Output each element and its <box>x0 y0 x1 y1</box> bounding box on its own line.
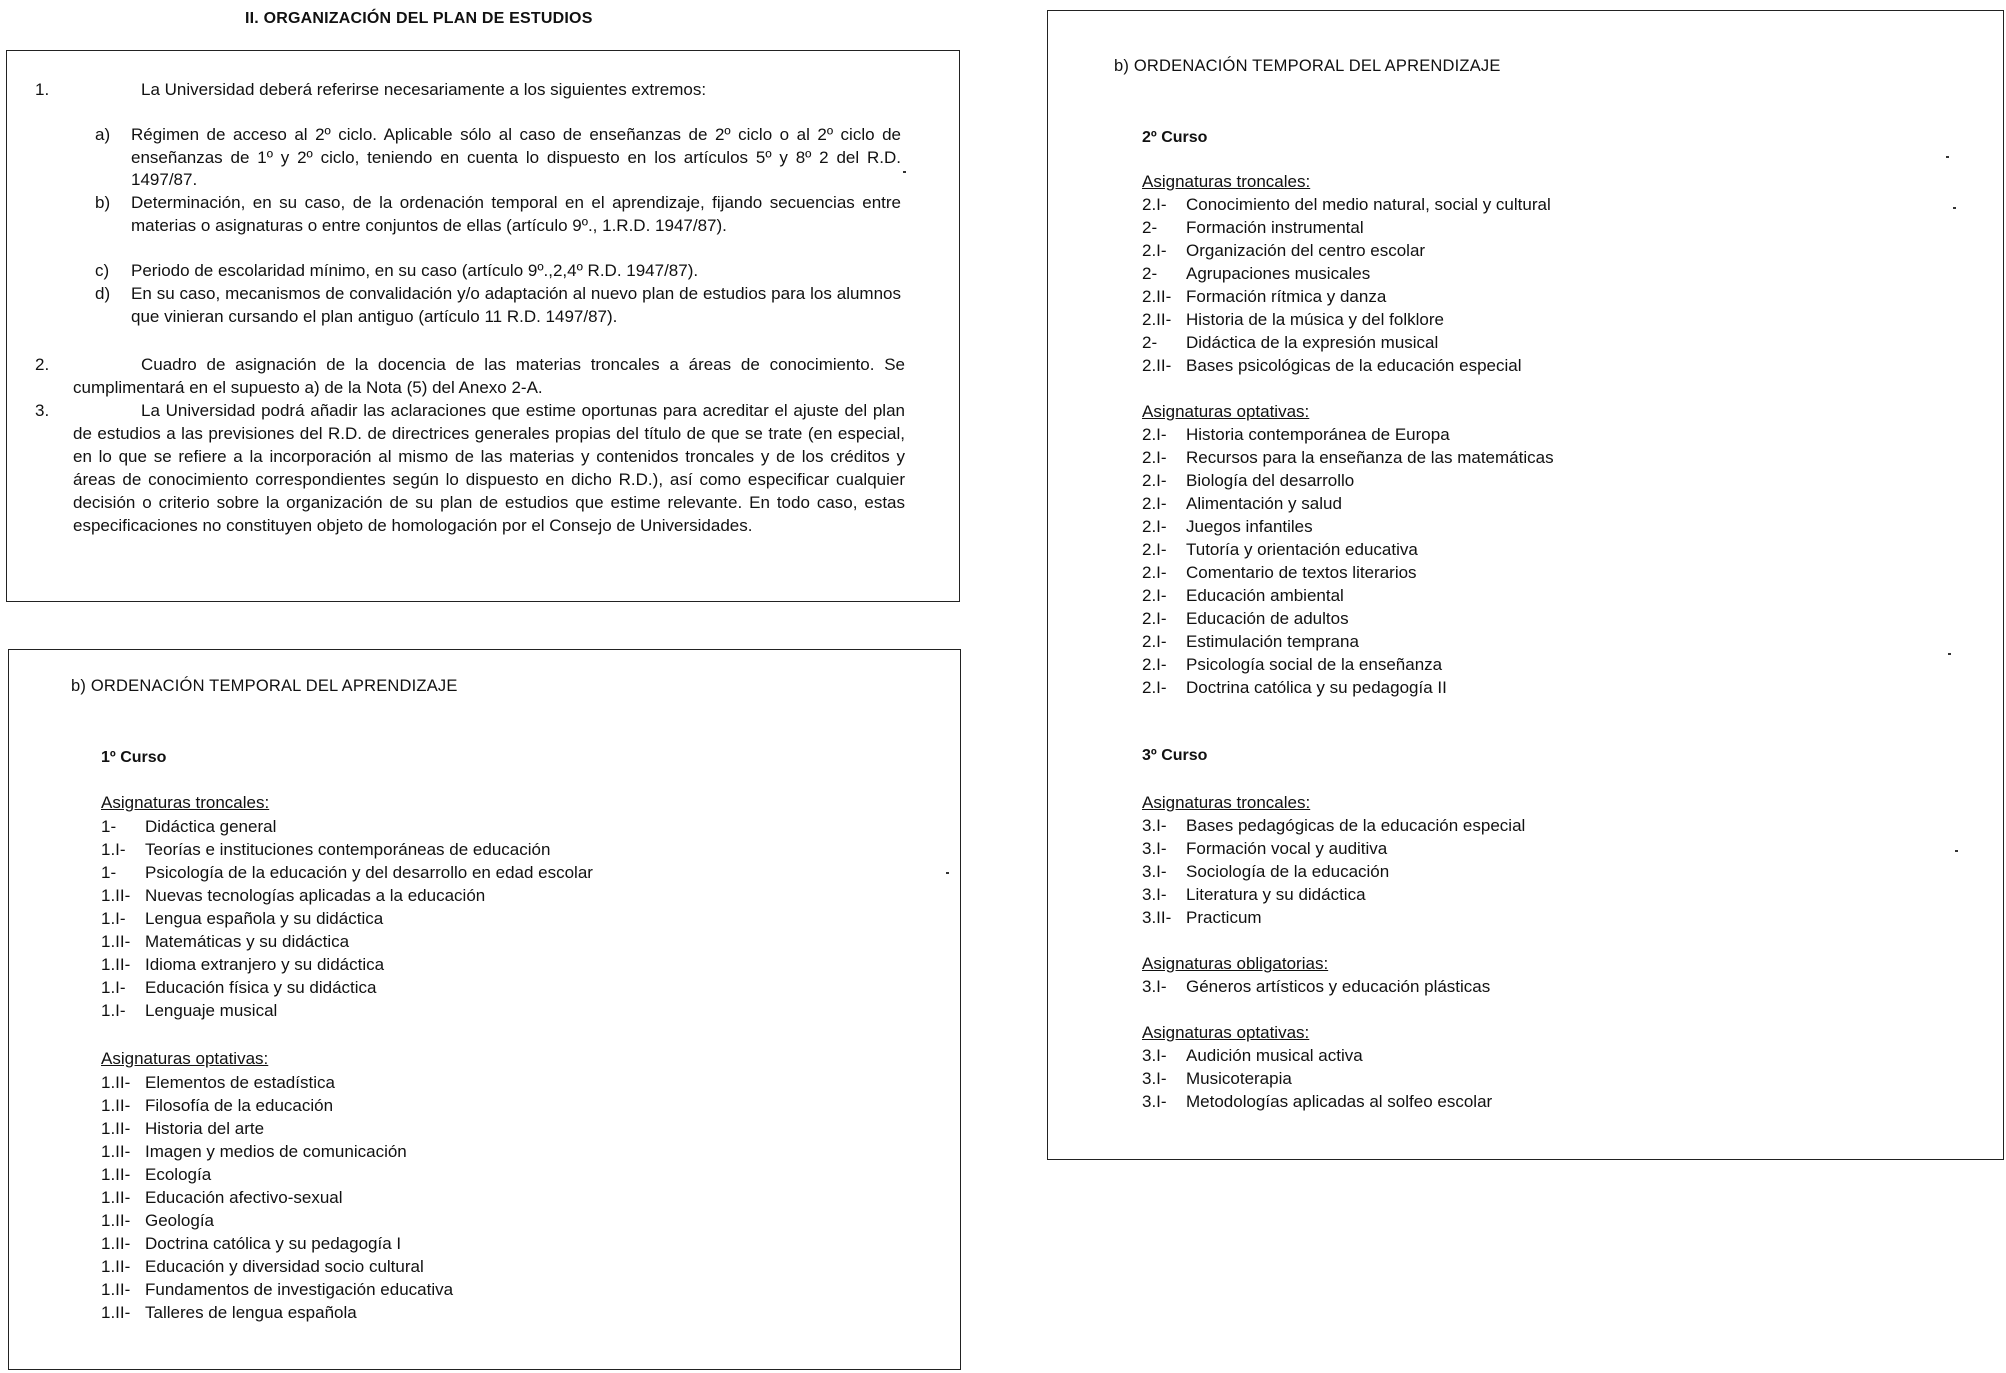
subject-name: Metodologías aplicadas al solfeo escolar <box>1186 1092 1493 1111</box>
subject-item <box>1142 492 1554 515</box>
subject-name: Educación ambiental <box>1186 586 1344 605</box>
subject-item <box>101 1186 453 1209</box>
subject-item <box>1142 285 1551 308</box>
subject-name: Historia de la música y del folklore <box>1186 310 1444 329</box>
subject-code: 2.II- <box>1142 356 1172 375</box>
sub-item-c <box>95 260 901 283</box>
subject-name: Organización del centro escolar <box>1186 241 1426 260</box>
sub-item-text: Determinación, en su caso, de la ordenación temporal en el aprendizaje, fijando secuencias entre materias o asignaturas o entre conjuntos de ellas (artículo 9º., 1.R.D. 1947/87). <box>131 193 901 235</box>
subject-name: Fundamentos de investigación educativa <box>145 1280 454 1299</box>
subject-item <box>1142 446 1554 469</box>
sub-item-text: Régimen de acceso al 2º ciclo. Aplicable sólo al caso de enseñanzas de 2º ciclo o al 2º ciclo de enseñanzas de 1º y 2º ciclo, teniendo en cuenta lo dispuesto en los artículos 5º y 8º 2 del R.D. 1497/87. <box>131 125 901 189</box>
subject-code: 1.I- <box>101 1001 126 1020</box>
item-number: 1. <box>35 80 50 99</box>
scan-speck <box>946 872 949 874</box>
subject-name: Conocimiento del medio natural, social y cultural <box>1186 195 1551 214</box>
subject-name: Comentario de textos literarios <box>1186 563 1417 582</box>
subject-name: Géneros artísticos y educación plásticas <box>1186 977 1491 996</box>
sub-item-a <box>95 124 901 192</box>
scan-speck <box>1946 156 1949 158</box>
subject-name: Formación instrumental <box>1186 218 1364 237</box>
subject-name: Alimentación y salud <box>1186 494 1342 513</box>
section-heading: b) ORDENACIÓN TEMPORAL DEL APRENDIZAJE <box>71 677 458 695</box>
subject-code: 1.II- <box>101 1188 131 1207</box>
subject-item <box>101 1255 453 1278</box>
subject-item <box>101 953 593 976</box>
subject-item <box>1142 1067 1492 1090</box>
sub-item-letter: d) <box>95 284 111 303</box>
sub-item-letter: a) <box>95 125 111 144</box>
subject-item <box>1142 676 1554 699</box>
subject-name: Geología <box>145 1211 214 1230</box>
subject-code: 2.I- <box>1142 241 1167 260</box>
subject-item <box>101 1094 453 1117</box>
sub-item-letter: c) <box>95 261 110 280</box>
subject-item <box>1142 630 1554 653</box>
subject-list-troncales <box>1142 814 1525 929</box>
subject-item <box>1142 1090 1492 1113</box>
subject-code: 2.II- <box>1142 310 1172 329</box>
subject-code: 1.II- <box>101 1303 131 1322</box>
subject-code: 1.II- <box>101 1234 131 1253</box>
subject-code: 3.I- <box>1142 1092 1167 1111</box>
subject-item <box>101 930 593 953</box>
group-label-optativas: Asignaturas optativas: <box>101 1049 269 1068</box>
subject-code: 1.II- <box>101 1280 131 1299</box>
subject-item <box>101 1140 453 1163</box>
curso-heading: 1º Curso <box>101 749 167 766</box>
subject-item <box>1142 216 1551 239</box>
subject-code: 2.I- <box>1142 471 1167 490</box>
subject-code: 2.I- <box>1142 517 1167 536</box>
subject-name: Teorías e instituciones contemporáneas de educación <box>145 840 551 859</box>
subject-item <box>101 1278 453 1301</box>
scan-speck <box>903 171 906 173</box>
sub-item-letter: b) <box>95 193 111 212</box>
subject-list-troncales <box>1142 193 1551 377</box>
scan-speck <box>1953 207 1956 209</box>
subject-name: Tutoría y orientación educativa <box>1186 540 1418 559</box>
subject-item <box>1142 607 1554 630</box>
subject-name: Doctrina católica y su pedagogía I <box>145 1234 402 1253</box>
subject-item <box>1142 1044 1492 1067</box>
subject-name: Agrupaciones musicales <box>1186 264 1371 283</box>
subject-code: 3.I- <box>1142 862 1167 881</box>
instruction-item-1 <box>35 78 905 101</box>
subject-item <box>1142 538 1554 561</box>
group-label-troncales: Asignaturas troncales: <box>1142 793 1311 812</box>
subject-code: 3.I- <box>1142 1046 1167 1065</box>
subject-code: 1- <box>101 863 117 882</box>
subject-item <box>1142 975 1490 998</box>
scan-speck <box>1948 653 1951 655</box>
subject-code: 3.I- <box>1142 816 1167 835</box>
subject-code: 2- <box>1142 264 1158 283</box>
group-label-troncales: Asignaturas troncales: <box>101 793 270 812</box>
subject-item <box>101 815 593 838</box>
subject-item <box>1142 515 1554 538</box>
subject-name: Historia contemporánea de Europa <box>1186 425 1450 444</box>
subject-item <box>1142 308 1551 331</box>
subject-name: Imagen y medios de comunicación <box>145 1142 407 1161</box>
subject-item <box>1142 584 1554 607</box>
subject-item <box>1142 653 1554 676</box>
subject-name: Formación vocal y auditiva <box>1186 839 1388 858</box>
item-number: 2. <box>35 355 50 374</box>
subject-name: Lengua española y su didáctica <box>145 909 384 928</box>
subject-name: Matemáticas y su didáctica <box>145 932 350 951</box>
subject-item <box>1142 193 1551 216</box>
subject-list-troncales <box>101 815 593 1022</box>
instruction-item-2 <box>35 353 905 399</box>
sub-item-text: Periodo de escolaridad mínimo, en su caso (artículo 9º.,2,4º R.D. 1947/87). <box>131 261 699 280</box>
subject-code: 2.I- <box>1142 448 1167 467</box>
curso-2-heading: 2º Curso <box>1142 129 1208 146</box>
subject-code: 2- <box>1142 333 1158 352</box>
subject-item <box>101 1209 453 1232</box>
subject-code: 3.II- <box>1142 908 1172 927</box>
group-label-obligatorias: Asignaturas obligatorias: <box>1142 954 1329 973</box>
subject-code: 2.I- <box>1142 494 1167 513</box>
subject-code: 2.I- <box>1142 425 1167 444</box>
subject-code: 2.I- <box>1142 586 1167 605</box>
subject-name: Formación rítmica y danza <box>1186 287 1387 306</box>
subject-item <box>101 1301 453 1324</box>
subject-item <box>1142 561 1554 584</box>
subject-item <box>1142 837 1525 860</box>
subject-name: Doctrina católica y su pedagogía II <box>1186 678 1447 697</box>
subject-item <box>1142 906 1525 929</box>
subject-code: 1- <box>101 817 117 836</box>
subject-name: Psicología social de la enseñanza <box>1186 655 1443 674</box>
subject-list-optativas <box>101 1071 453 1324</box>
subject-code: 1.II- <box>101 1257 131 1276</box>
subject-name: Literatura y su didáctica <box>1186 885 1366 904</box>
subject-code: 1.II- <box>101 1096 131 1115</box>
page-title: II. ORGANIZACIÓN DEL PLAN DE ESTUDIOS <box>245 10 593 27</box>
subject-item <box>1142 354 1551 377</box>
subject-code: 3.I- <box>1142 977 1167 996</box>
subject-code: 3.I- <box>1142 839 1167 858</box>
instruction-item-3 <box>35 399 905 537</box>
subject-name: Estimulación temprana <box>1186 632 1359 651</box>
subject-code: 1.II- <box>101 1073 131 1092</box>
subject-name: Historia del arte <box>145 1119 265 1138</box>
subject-name: Filosofía de la educación <box>145 1096 334 1115</box>
subject-code: 3.I- <box>1142 885 1167 904</box>
subject-name: Bases psicológicas de la educación especial <box>1186 356 1522 375</box>
subject-name: Psicología de la educación y del desarrollo en edad escolar <box>145 863 593 882</box>
subject-item <box>101 999 593 1022</box>
subject-name: Idioma extranjero y su didáctica <box>145 955 385 974</box>
subject-code: 2.I- <box>1142 540 1167 559</box>
subject-code: 1.I- <box>101 909 126 928</box>
subject-code: 2.I- <box>1142 609 1167 628</box>
group-label-optativas: Asignaturas optativas: <box>1142 402 1310 421</box>
subject-item <box>101 976 593 999</box>
sub-item-text: En su caso, mecanismos de convalidación y/o adaptación al nuevo plan de estudios para los alumnos que vinieran cursando el plan antiguo (artículo 11 R.D. 1497/87). <box>131 284 901 326</box>
subject-item <box>1142 883 1525 906</box>
subject-code: 1.II- <box>101 955 131 974</box>
subject-item <box>101 884 593 907</box>
subject-name: Juegos infantiles <box>1186 517 1313 536</box>
sub-item-b <box>95 192 901 237</box>
subject-code: 1.I- <box>101 840 126 859</box>
subject-name: Audición musical activa <box>1186 1046 1363 1065</box>
curso-3-heading: 3º Curso <box>1142 747 1208 764</box>
subject-name: Sociología de la educación <box>1186 862 1390 881</box>
subject-item <box>101 1163 453 1186</box>
subject-item <box>1142 262 1551 285</box>
section-heading: b) ORDENACIÓN TEMPORAL DEL APRENDIZAJE <box>1114 57 1501 75</box>
subject-name: Educación física y su didáctica <box>145 978 377 997</box>
subject-name: Lenguaje musical <box>145 1001 278 1020</box>
subject-item <box>1142 423 1554 446</box>
subject-code: 2.I- <box>1142 632 1167 651</box>
item-number: 3. <box>35 401 50 420</box>
subject-item <box>101 838 593 861</box>
subject-code: 2- <box>1142 218 1158 237</box>
subject-name: Practicum <box>1186 908 1262 927</box>
subject-item <box>101 861 593 884</box>
subject-code: 1.II- <box>101 1165 131 1184</box>
subject-name: Nuevas tecnologías aplicadas a la educación <box>145 886 486 905</box>
instructions-box <box>6 50 960 602</box>
item-text: La Universidad deberá referirse necesariamente a los siguientes extremos: <box>141 80 707 99</box>
subject-name: Talleres de lengua española <box>145 1303 357 1322</box>
subject-code: 1.II- <box>101 1211 131 1230</box>
subject-item <box>1142 469 1554 492</box>
subject-code: 1.I- <box>101 978 126 997</box>
item-text: La Universidad podrá añadir las aclaraciones que estime oportunas para acreditar el ajuste del plan de estudios a las previsiones del R.D. de directrices generales propias del título de que se trate (en especial, en lo que se refiere a la incorporación al mismo de las materias y contenidos troncales y de los créditos y áreas de conocimiento correspondientes según lo dispuesto en dicho R.D.), así como especificar cualquier decisión o criterio sobre la organización de su plan de estudios que estime relevante. En todo caso, estas especificaciones no constituyen objeto de homologación por el Consejo de Universidades. <box>73 401 905 535</box>
scan-speck <box>1955 850 1958 852</box>
subject-item <box>101 1117 453 1140</box>
subject-code: 3.I- <box>1142 1069 1167 1088</box>
subject-code: 2.I- <box>1142 678 1167 697</box>
group-label-troncales: Asignaturas troncales: <box>1142 172 1311 191</box>
subject-code: 2.I- <box>1142 563 1167 582</box>
curso-2-3-box <box>1047 10 2004 1160</box>
subject-item <box>101 907 593 930</box>
subject-code: 2.II- <box>1142 287 1172 306</box>
subject-name: Didáctica general <box>145 817 277 836</box>
subject-name: Educación de adultos <box>1186 609 1349 628</box>
subject-item <box>1142 860 1525 883</box>
subject-code: 2.I- <box>1142 655 1167 674</box>
sub-item-d <box>95 283 901 328</box>
subject-name: Musicoterapia <box>1186 1069 1292 1088</box>
subject-name: Elementos de estadística <box>145 1073 335 1092</box>
subject-list-obligatorias <box>1142 975 1490 998</box>
item-text: Cuadro de asignación de la docencia de las materias troncales a áreas de conocimiento. Se cumplimentará en el supuesto a) de la Nota (5) del Anexo 2-A. <box>73 355 905 397</box>
subject-name: Educación y diversidad socio cultural <box>145 1257 424 1276</box>
subject-name: Educación afectivo-sexual <box>145 1188 343 1207</box>
subject-code: 2.I- <box>1142 195 1167 214</box>
curso-1-box <box>8 649 961 1370</box>
group-label-optativas: Asignaturas optativas: <box>1142 1023 1310 1042</box>
subject-code: 1.II- <box>101 886 131 905</box>
subject-name: Didáctica de la expresión musical <box>1186 333 1439 352</box>
subject-name: Bases pedagógicas de la educación especial <box>1186 816 1526 835</box>
subject-item <box>1142 239 1551 262</box>
subject-name: Recursos para la enseñanza de las matemáticas <box>1186 448 1554 467</box>
subject-name: Ecología <box>145 1165 212 1184</box>
subject-item <box>1142 814 1525 837</box>
subject-name: Biología del desarrollo <box>1186 471 1355 490</box>
subject-code: 1.II- <box>101 1119 131 1138</box>
subject-list-optativas <box>1142 1044 1492 1113</box>
subject-item <box>101 1232 453 1255</box>
subject-list-optativas <box>1142 423 1554 699</box>
subject-item <box>1142 331 1551 354</box>
subject-code: 1.II- <box>101 932 131 951</box>
subject-item <box>101 1071 453 1094</box>
subject-code: 1.II- <box>101 1142 131 1161</box>
